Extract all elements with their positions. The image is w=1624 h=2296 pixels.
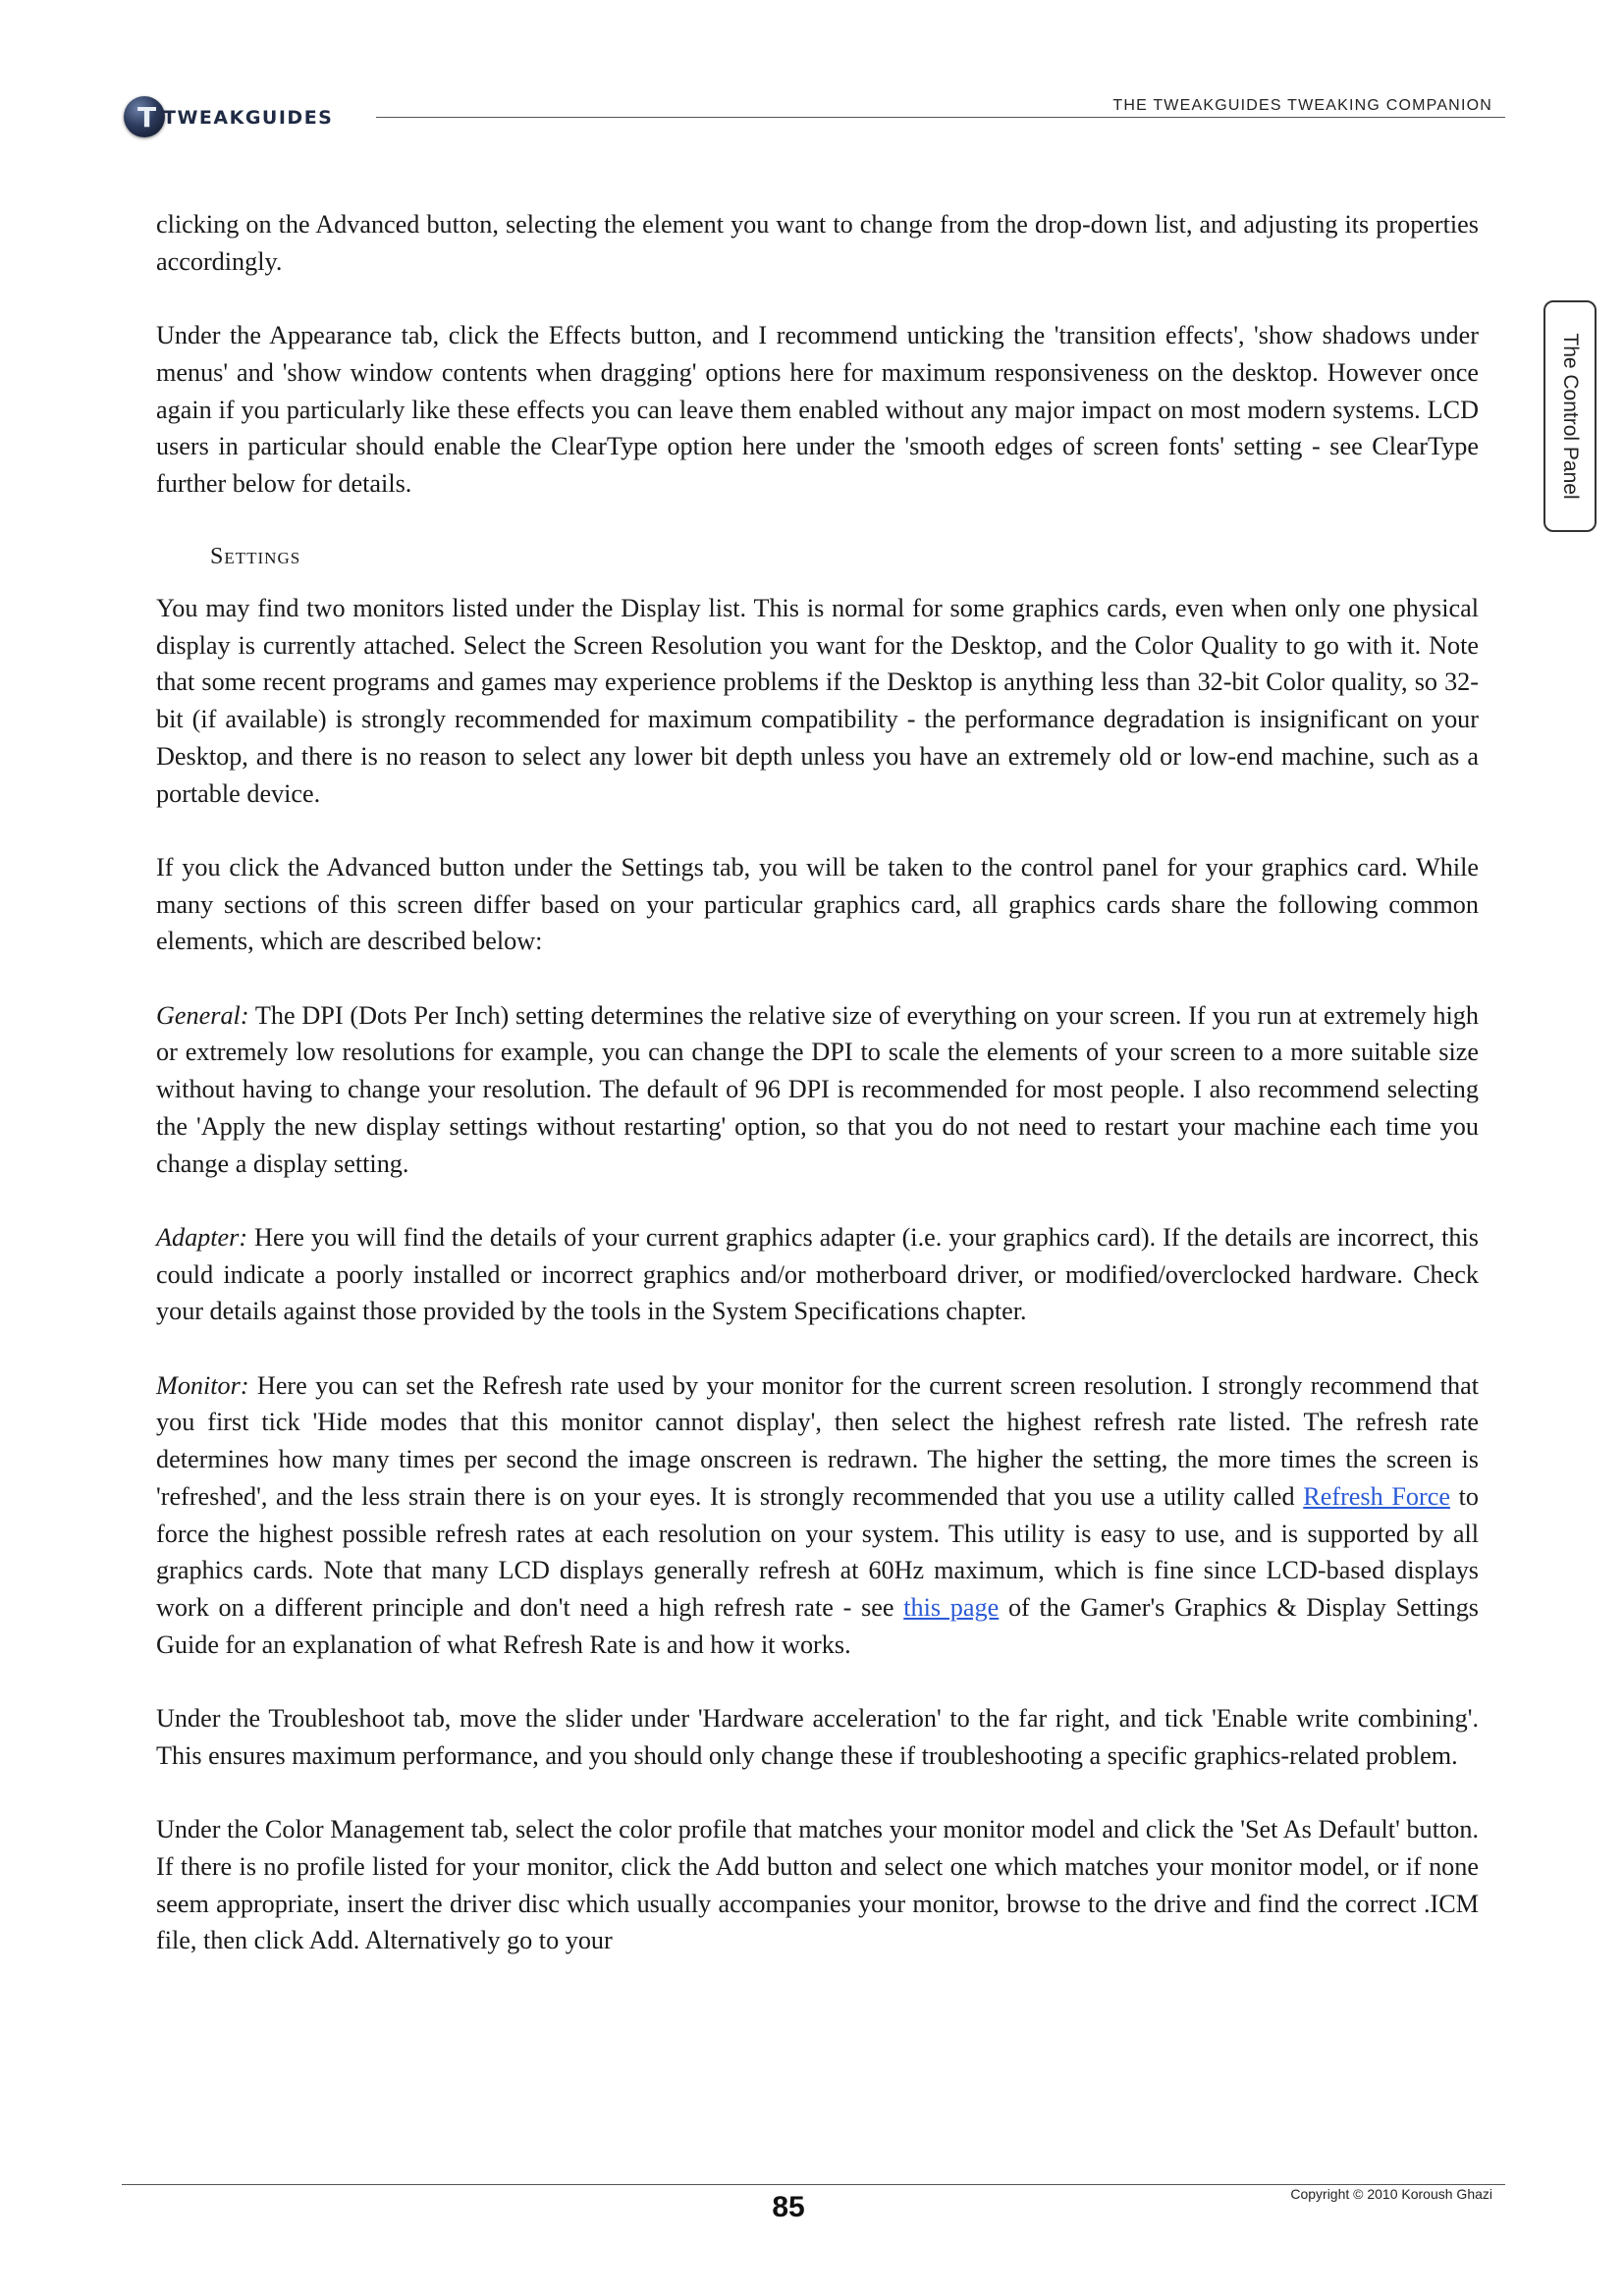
page-number: 85	[772, 2191, 805, 2223]
this-page-link[interactable]: this page	[903, 1592, 1000, 1622]
section-heading: Settings	[210, 544, 301, 570]
paragraph: You may find two monitors listed under the Display list. This is normal for some graphics cards, even when only one physical display is currently attached. Select the Screen Resolution you want for the Desktop, and the Color Quality to go with it. Note that some recent programs and games may experience problems if the Desktop is anything less than 32-bit Color quality, so 32-bit (if available) is strongly recommended for maximum compatibility - the performance degradation is insignificant on your Desktop, and there is no reason to select any lower bit depth unless you have an extremely old or low-end machine, such as a portable device.	[156, 594, 1479, 808]
monitor-text: to force the highest possible refresh rates at each resolution on your system. This utility is easy to use, and is supported by all graphics cards. Note that many LCD displays generally refresh at 60Hz maximum, which is fine since LCD-based displays work on a different principle and don't need a high refresh rate - see	[156, 1481, 1479, 1622]
adapter-text: Here you will find the details of your current graphics adapter (i.e. your graphics card). If the details are incorrect, this could indicate a poorly installed or incorrect graphics and/or motherboard driver, or modified/overclocked hardware. Check your details against those provided by the tools in the System Specifications chapter.	[156, 1222, 1479, 1326]
paragraph: Under the Appearance tab, click the Effects button, and I recommend unticking the 'transition effects', 'show shadows under menus' and 'show window contents when dragging' options here for maximum responsiveness on the desktop. However once again if you particularly like these effects you can leave them enabled without any major impact on most modern systems. LCD users in particular should enable the ClearType option here under the 'smooth edges of screen fonts' setting - see ClearType further below for details.	[156, 321, 1479, 498]
adapter-lead: Adapter:	[156, 1222, 248, 1252]
header-divider	[376, 117, 1505, 118]
monitor-lead: Monitor:	[156, 1370, 249, 1400]
copyright-notice: Copyright © 2010 Koroush Ghazi	[1290, 2186, 1492, 2202]
general-text: The DPI (Dots Per Inch) setting determines the relative size of everything on your screen. If you run at extremely high or extremely low resolutions for example, you can change the DPI to scale the elements of your screen to a more suitable size without having to change your resolution. The default of 96 DPI is recommended for most people. I also recommend selecting the 'Apply the new display settings without restarting' option, so that you do not need to restart your machine each time you change a display setting.	[156, 1000, 1479, 1178]
footer-divider	[122, 2184, 1505, 2185]
chapter-side-tab-label: The Control Panel	[1559, 333, 1582, 500]
paragraph: clicking on the Advanced button, selecting the element you want to change from the drop-down list, and adjusting its properties accordingly.	[156, 210, 1479, 276]
header-title: THE TWEAKGUIDES TWEAKING COMPANION	[1112, 97, 1492, 114]
monitor-text: of the Gamer's Graphics & Display Settings Guide for an explanation of what Refresh Rate is and how it works.	[156, 1592, 1479, 1659]
monitor-text: Here you can set the Refresh rate used by your monitor for the current screen resolution. I strongly recommend that you first tick 'Hide modes that this monitor cannot display', then select the highest refresh rate listed. The refresh rate determines how many times per second the image onscreen is redrawn. The higher the setting, the more times the screen is 'refreshed', and the less strain there is on your eyes. It is strongly recommended that you use a utility called	[156, 1370, 1479, 1511]
general-lead: General:	[156, 1000, 249, 1030]
chapter-side-tab	[1543, 300, 1597, 532]
paragraph: Under the Color Management tab, select the color profile that matches your monitor model and click the 'Set As Default' button. If there is no profile listed for your monitor, click the Add button and select one which matches your monitor model, or if none seem appropriate, insert the driver disc which usually accompanies your monitor, browse to the drive and find the correct .ICM file, then click Add. Alternatively go to your	[156, 1815, 1479, 1955]
logo-globe-icon: T	[124, 96, 165, 137]
paragraph: If you click the Advanced button under the Settings tab, you will be taken to the control panel for your graphics card. While many sections of this screen differ based on your particular graphics card, all graphics cards share the following common elements, which are described below:	[156, 852, 1479, 956]
page-body	[156, 206, 1479, 1997]
tweakguides-logo	[122, 94, 357, 141]
logo-text: TWEAKGUIDES	[163, 107, 334, 129]
refresh-force-link[interactable]: Refresh Force	[1303, 1481, 1450, 1511]
adapter-paragraph	[156, 1219, 1479, 1330]
monitor-paragraph	[156, 1367, 1479, 1664]
paragraph: Under the Troubleshoot tab, move the slider under 'Hardware acceleration' to the far right, and tick 'Enable write combining'. This ensures maximum performance, and you should only change these if troubleshooting a specific graphics-related problem.	[156, 1704, 1479, 1770]
general-paragraph	[156, 997, 1479, 1183]
